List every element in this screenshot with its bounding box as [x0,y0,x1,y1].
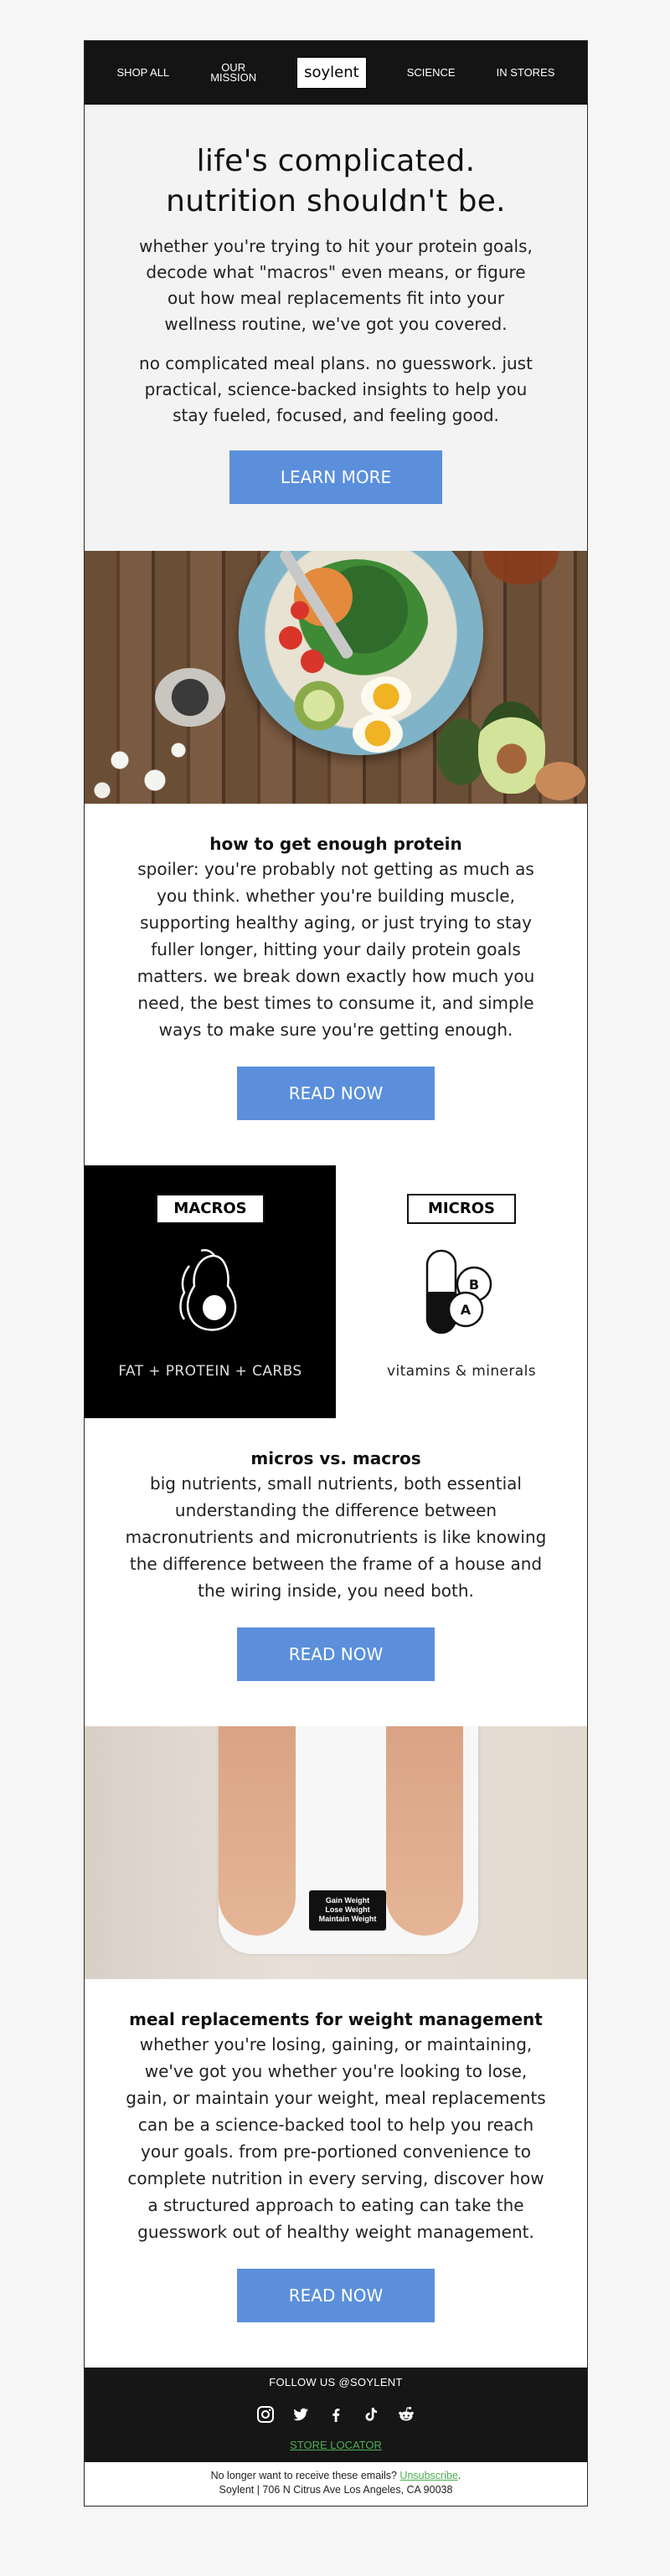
weight-read-now-button[interactable]: READ NOW [237,2269,435,2322]
footer [85,2368,587,2462]
brown-egg [535,762,585,800]
weight-article [85,1979,587,2368]
nav-in-stores[interactable]: IN STORES [496,66,555,79]
legal-footer [85,2462,587,2506]
email-container [84,40,588,2507]
left-foot [219,1726,296,1936]
top-nav [85,41,587,105]
hero-section [85,105,587,551]
unsubscribe-period: . [457,2470,461,2481]
follow-us-text: FOLLOW US @SOYLENT [269,2376,403,2388]
macros-tag: MACROS [156,1194,265,1224]
hero-paragraph-1: whether you're trying to hit your protein goals, decode what "macros" even means, or figure out how meal replacements fit into your wellness routine, we've got you covered. [139,236,533,334]
unsubscribe-link[interactable]: Unsubscribe [399,2470,458,2481]
reddit-icon[interactable] [397,2405,415,2424]
unsubscribe-line [85,2469,587,2483]
nav-our-mission[interactable]: OUR MISSION [210,61,257,84]
macros-caption: FAT + PROTEIN + CARBS [118,1363,302,1380]
tomato [291,601,309,620]
protein-article [85,804,587,1165]
tomato [301,650,324,673]
micros-tag: MICROS [407,1194,516,1224]
hero-title-line1: life's complicated. [196,144,476,178]
weight-article-title: meal replacements for weight management [129,2009,543,2029]
scale-display-line2: Lose Weight [325,1905,370,1914]
scale-display [309,1890,386,1931]
weight-scale-image[interactable] [85,1726,587,1979]
protein-read-now-button[interactable]: READ NOW [237,1067,435,1120]
vitamin-b-label: B [468,1277,480,1293]
twitter-icon[interactable] [291,2405,310,2424]
micros-caption: vitamins & minerals [387,1363,536,1380]
micros-macros-read-now-button[interactable]: READ NOW [237,1627,435,1681]
avocado-icon [164,1246,256,1338]
micros-macros-title: micros vs. macros [250,1448,421,1468]
zucchini [286,676,353,735]
unsubscribe-prefix: No longer want to receive these emails? [210,2470,397,2481]
jar [483,551,559,584]
tiktok-icon[interactable] [362,2405,380,2424]
nav-shop-all[interactable]: SHOP ALL [116,66,170,79]
micros-macros-body: big nutrients, small nutrients, both essential understanding the difference between macronutrients and micronutrients is like knowing the difference between the frame of a house and the wiring inside, you need both. [125,1473,547,1601]
right-foot [386,1726,463,1936]
social-icons [85,2405,587,2424]
weight-article-body: whether you're losing, gaining, or maintaining, we've got you whether you're looking to lose, gain, or maintain your weight, meal replacements can be a science-backed tool to help you reach your goals. from pre-portioned convenience to complete nutrition in every serving, discover how a structured approach to eating can take the guesswork out of healthy weight management. [126,2034,546,2242]
protein-food-image[interactable] [85,551,587,804]
hero-title [131,141,540,222]
nav-science[interactable]: SCIENCE [406,66,456,79]
soylent-logo[interactable]: soylent [297,58,366,88]
hero-title-line2: nutrition shouldn't be. [166,184,506,219]
hero-paragraph-2: no complicated meal plans. no guesswork. just practical, science-backed insights to help you stay fueled, focused, and feeling good. [139,353,533,425]
micros-macros-article [85,1418,587,1726]
macros-micros-section [85,1165,587,1418]
scale-display-line1: Gain Weight [325,1896,370,1905]
egg [353,714,403,753]
scale-display-line3: Maintain Weight [318,1915,377,1923]
learn-more-button[interactable]: LEARN MORE [229,450,442,504]
tomato [279,626,302,650]
instagram-icon[interactable] [256,2405,275,2424]
micros-panel[interactable] [336,1165,587,1418]
protein-article-title: how to get enough protein [209,834,462,854]
company-address: Soylent | 706 N Citrus Ave Los Angeles, CA 90038 [219,2484,453,2496]
protein-article-body: spoiler: you're probably not getting as much as you think. whether you're building muscle, supporting healthy aging, or just trying to stay fuller longer, hitting your daily protein goals matters. we break down exactly how much you need, the best times to consume it, and simple ways to make sure you're getting enough. [137,859,535,1040]
vitamin-a-label: A [460,1302,472,1318]
egg [361,676,411,717]
facebook-icon[interactable] [327,2405,345,2424]
macros-panel[interactable] [85,1165,336,1418]
pill-vitamin-icon [415,1246,508,1338]
seed-bowl [155,668,225,727]
store-locator-link[interactable]: STORE LOCATOR [290,2439,382,2451]
